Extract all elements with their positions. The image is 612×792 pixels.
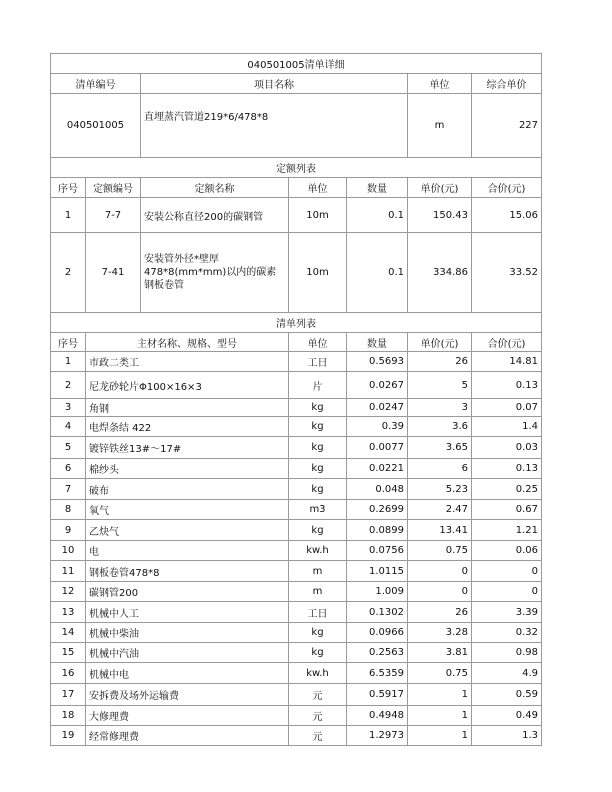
- list-unit: 工日: [289, 352, 347, 372]
- list-name: 钢板卷管478*8: [86, 561, 289, 582]
- list-col-total: 合价(元): [472, 333, 542, 352]
- list-no: 12: [51, 582, 86, 602]
- list-name: 角钢: [86, 399, 289, 417]
- header-code: 清单编号: [51, 74, 141, 94]
- list-row: [51, 541, 542, 561]
- list-qty: 1.2973: [347, 726, 408, 746]
- list-no: 3: [51, 399, 86, 417]
- list-price: 5.23: [408, 479, 472, 500]
- list-total: 0.67: [472, 500, 542, 520]
- list-row: [51, 500, 542, 520]
- list-row: [51, 520, 542, 541]
- list-price: 5: [408, 372, 472, 399]
- list-row: [51, 582, 542, 602]
- list-row: [51, 663, 542, 684]
- list-no: 19: [51, 726, 86, 746]
- quota-total: 15.06: [472, 198, 542, 233]
- list-unit: kg: [289, 437, 347, 459]
- sheet-title: 040501005清单详细: [51, 54, 542, 74]
- list-qty: 0.0221: [347, 459, 408, 479]
- list-unit: 元: [289, 706, 347, 726]
- list-row: [51, 684, 542, 706]
- list-qty: 0.0899: [347, 520, 408, 541]
- list-price: 1: [408, 706, 472, 726]
- list-no: 18: [51, 706, 86, 726]
- list-total: 1.3: [472, 726, 542, 746]
- list-total: 0: [472, 561, 542, 582]
- list-no: 16: [51, 663, 86, 684]
- list-row: [51, 561, 542, 582]
- list-price: 0.75: [408, 663, 472, 684]
- list-name: 电焊条结 422: [86, 417, 289, 437]
- quota-price: 334.86: [408, 233, 472, 313]
- list-no: 6: [51, 459, 86, 479]
- list-name: 镀锌铁丝13#～17#: [86, 437, 289, 459]
- list-body: [51, 352, 542, 746]
- list-no: 5: [51, 437, 86, 459]
- list-unit: m: [289, 561, 347, 582]
- list-no: 10: [51, 541, 86, 561]
- list-qty: 1.0115: [347, 561, 408, 582]
- quota-unit: 10m: [289, 233, 347, 313]
- list-qty: 0.048: [347, 479, 408, 500]
- list-total: 0.49: [472, 706, 542, 726]
- header-price: 综合单价: [472, 74, 542, 94]
- list-col-no: 序号: [51, 333, 86, 352]
- list-name: 氧气: [86, 500, 289, 520]
- list-row: [51, 479, 542, 500]
- quota-total: 33.52: [472, 233, 542, 313]
- list-unit: m: [289, 582, 347, 602]
- list-qty: 0.5917: [347, 684, 408, 706]
- list-price: 1: [408, 684, 472, 706]
- list-price: 2.47: [408, 500, 472, 520]
- list-total: 0.98: [472, 643, 542, 663]
- list-header-row: [51, 333, 542, 352]
- list-unit: kw.h: [289, 663, 347, 684]
- quota-price: 150.43: [408, 198, 472, 233]
- list-total: 0.59: [472, 684, 542, 706]
- header-unit: 单位: [408, 74, 472, 94]
- list-unit: 元: [289, 684, 347, 706]
- list-unit: kg: [289, 643, 347, 663]
- list-row: [51, 437, 542, 459]
- list-price: 13.41: [408, 520, 472, 541]
- item-code: 040501005: [51, 94, 141, 158]
- list-no: 17: [51, 684, 86, 706]
- quota-no: 2: [51, 233, 86, 313]
- list-qty: 0.1302: [347, 602, 408, 623]
- list-price: 0.75: [408, 541, 472, 561]
- list-total: 0: [472, 582, 542, 602]
- list-unit: 元: [289, 726, 347, 746]
- list-name: 碳钢管200: [86, 582, 289, 602]
- quota-row: [51, 198, 542, 233]
- quota-name: 安装公称直径200的碳钢管: [141, 198, 289, 233]
- list-no: 4: [51, 417, 86, 437]
- quota-code: 7-41: [86, 233, 141, 313]
- list-no: 7: [51, 479, 86, 500]
- quota-code: 7-7: [86, 198, 141, 233]
- list-unit: kw.h: [289, 541, 347, 561]
- list-no: 15: [51, 643, 86, 663]
- quota-unit: 10m: [289, 198, 347, 233]
- list-total: 0.06: [472, 541, 542, 561]
- list-name: 棉纱头: [86, 459, 289, 479]
- list-row: [51, 417, 542, 437]
- list-row: [51, 459, 542, 479]
- list-qty: 0.2699: [347, 500, 408, 520]
- list-qty: 0.0756: [347, 541, 408, 561]
- quota-col-name: 定额名称: [141, 178, 289, 198]
- list-unit: 工日: [289, 602, 347, 623]
- list-total: 0.32: [472, 623, 542, 643]
- list-name: 市政二类工: [86, 352, 289, 372]
- list-total: 0.25: [472, 479, 542, 500]
- list-qty: 0.4948: [347, 706, 408, 726]
- list-unit: 片: [289, 372, 347, 399]
- list-price: 3.65: [408, 437, 472, 459]
- list-no: 9: [51, 520, 86, 541]
- list-qty: 0.0077: [347, 437, 408, 459]
- list-name: 机械中人工: [86, 602, 289, 623]
- quota-header-row: [51, 178, 542, 198]
- quota-qty: 0.1: [347, 198, 408, 233]
- list-qty: 0.0247: [347, 399, 408, 417]
- quota-no: 1: [51, 198, 86, 233]
- list-name: 破布: [86, 479, 289, 500]
- list-no: 1: [51, 352, 86, 372]
- list-name: 机械中汽油: [86, 643, 289, 663]
- list-name: 安拆费及场外运输费: [86, 684, 289, 706]
- bill-detail-sheet: [50, 53, 541, 746]
- list-row: [51, 623, 542, 643]
- list-price: 3.81: [408, 643, 472, 663]
- list-price: 3.28: [408, 623, 472, 643]
- list-total: 1.4: [472, 417, 542, 437]
- list-total: 14.81: [472, 352, 542, 372]
- list-price: 6: [408, 459, 472, 479]
- list-qty: 6.5359: [347, 663, 408, 684]
- list-qty: 0.5693: [347, 352, 408, 372]
- list-no: 2: [51, 372, 86, 399]
- list-row: [51, 352, 542, 372]
- list-no: 8: [51, 500, 86, 520]
- quota-name: 安装管外径*壁厚478*8(mm*mm)以内的碳素钢板卷管: [141, 233, 289, 313]
- list-qty: 0.0966: [347, 623, 408, 643]
- list-qty: 0.2563: [347, 643, 408, 663]
- bill-detail-table: [50, 53, 542, 746]
- list-name: 乙炔气: [86, 520, 289, 541]
- quota-section-title: 定额列表: [51, 158, 542, 178]
- list-total: 0.03: [472, 437, 542, 459]
- list-total: 1.21: [472, 520, 542, 541]
- list-col-unit: 单位: [289, 333, 347, 352]
- list-row: [51, 706, 542, 726]
- list-total: 0.13: [472, 459, 542, 479]
- quota-col-no: 序号: [51, 178, 86, 198]
- quota-col-code: 定额编号: [86, 178, 141, 198]
- list-unit: kg: [289, 459, 347, 479]
- list-name: 尼龙砂轮片Φ100×16×3: [86, 372, 289, 399]
- list-unit: kg: [289, 399, 347, 417]
- list-no: 13: [51, 602, 86, 623]
- list-qty: 0.39: [347, 417, 408, 437]
- item-unit: m: [408, 94, 472, 158]
- quota-col-total: 合价(元): [472, 178, 542, 198]
- item-name: 直埋蒸汽管道219*6/478*8: [141, 94, 408, 158]
- list-total: 0.13: [472, 372, 542, 399]
- quota-col-price: 单价(元): [408, 178, 472, 198]
- list-total: 3.39: [472, 602, 542, 623]
- list-total: 4.9: [472, 663, 542, 684]
- quota-col-unit: 单位: [289, 178, 347, 198]
- list-col-price: 单价(元): [408, 333, 472, 352]
- list-name: 经常修理费: [86, 726, 289, 746]
- list-price: 3.6: [408, 417, 472, 437]
- quota-col-qty: 数量: [347, 178, 408, 198]
- header-name: 项目名称: [141, 74, 408, 94]
- list-col-qty: 数量: [347, 333, 408, 352]
- list-no: 11: [51, 561, 86, 582]
- list-section-title: 清单列表: [51, 313, 542, 333]
- list-col-name: 主材名称、规格、型号: [86, 333, 289, 352]
- list-qty: 1.009: [347, 582, 408, 602]
- list-unit: kg: [289, 417, 347, 437]
- list-qty: 0.0267: [347, 372, 408, 399]
- list-price: 0: [408, 582, 472, 602]
- list-total: 0.07: [472, 399, 542, 417]
- list-unit: kg: [289, 623, 347, 643]
- list-row: [51, 726, 542, 746]
- list-row: [51, 399, 542, 417]
- list-row: [51, 372, 542, 399]
- list-price: 26: [408, 602, 472, 623]
- list-row: [51, 602, 542, 623]
- list-price: 1: [408, 726, 472, 746]
- list-name: 电: [86, 541, 289, 561]
- item-price: 227: [472, 94, 542, 158]
- list-price: 0: [408, 561, 472, 582]
- list-name: 机械中柴油: [86, 623, 289, 643]
- list-price: 3: [408, 399, 472, 417]
- quota-row: [51, 233, 542, 313]
- list-unit: kg: [289, 520, 347, 541]
- list-price: 26: [408, 352, 472, 372]
- quota-qty: 0.1: [347, 233, 408, 313]
- list-row: [51, 643, 542, 663]
- list-unit: m3: [289, 500, 347, 520]
- list-unit: kg: [289, 479, 347, 500]
- list-name: 机械中电: [86, 663, 289, 684]
- list-name: 大修理费: [86, 706, 289, 726]
- list-no: 14: [51, 623, 86, 643]
